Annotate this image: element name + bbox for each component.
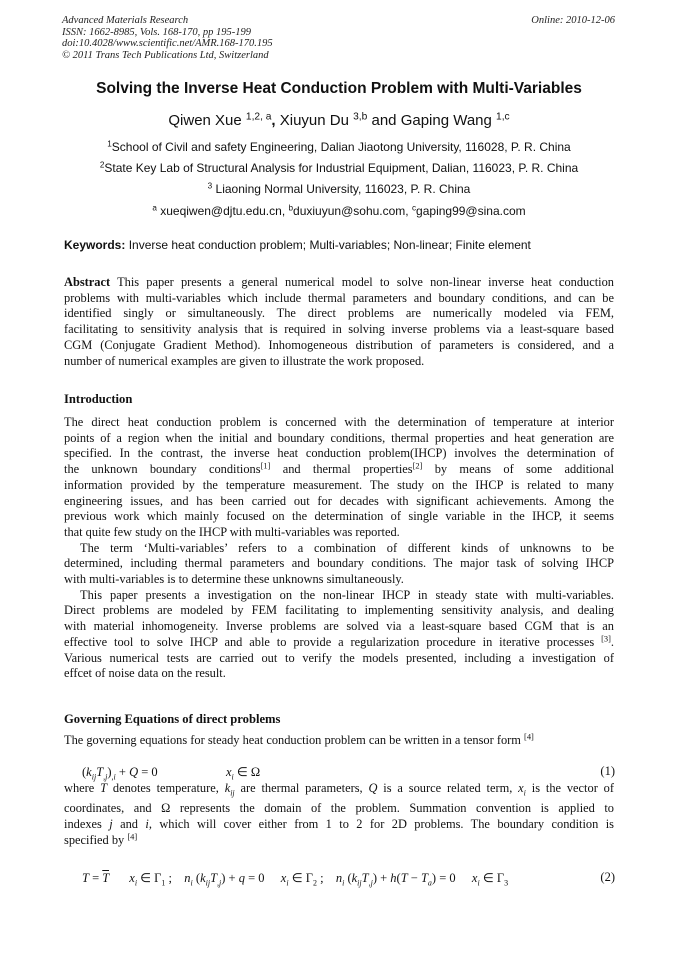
text-line: facilitating to sensitivity analysis that is required in solving inverse problems via a least-square based: [64, 322, 614, 337]
text-line: previous work which mainly focused on the determination of single variable in the IHCP, it seems: [64, 509, 614, 524]
text-line: points of a region when the initial and boundary conditions, thermal properties and heat generation are: [64, 430, 614, 445]
email-mark: c: [411, 203, 417, 213]
keywords: [64, 238, 531, 252]
text-line: [64, 733, 614, 749]
text-run: are thermal parameters,: [234, 781, 369, 795]
affiliation-mark: 3: [207, 181, 213, 191]
email-mark: b: [288, 203, 294, 213]
text-line: [64, 462, 614, 478]
online-date: Online: 2010-12-06: [531, 15, 615, 26]
section-heading-introduction: Introduction: [64, 392, 133, 406]
affiliation-mark: 2: [99, 160, 105, 170]
affiliation-text: Liaoning Normal University, 116023, P. R. China: [212, 182, 471, 196]
journal-header: [62, 15, 273, 61]
author-name: Qiwen Xue: [168, 112, 242, 129]
affiliation: [0, 182, 678, 196]
author-affiliation-mark: 3,b: [353, 111, 368, 123]
text-run: , which will cover either from 1 to 2 for 2D problems. The boundary condition is: [148, 816, 614, 831]
affiliation-mark: 1: [107, 139, 112, 149]
math-symbol: k: [224, 781, 231, 795]
text-run: and thermal properties: [270, 462, 413, 477]
equation-1: $(k_{ij}T_{,j})_{,i} + Q = 0$ $x_i$ ∈ Ω: [82, 765, 261, 782]
text-line: The direct heat conduction problem is concerned with the determination of temperature at interior: [64, 415, 614, 429]
author-affiliation-mark: 1,2, a: [245, 111, 272, 123]
email-line: [0, 204, 678, 218]
citation-ref[interactable]: [4]: [127, 830, 138, 841]
text-line: number of numerical examples are given to illustrate the work proposed.: [64, 353, 425, 368]
author-name: Xiuyun Du: [279, 112, 349, 129]
issn-line: ISSN: 1662-8985, Vols. 168-170, pp 195-199: [62, 26, 251, 38]
text-line: [64, 830, 614, 849]
text-run: indexes: [64, 816, 110, 831]
intro-paragraph: [64, 415, 614, 682]
text-line: This paper presents a general numerical model to solve non-linear inverse heat conduction: [110, 275, 614, 289]
text-line: specified. In the contrast, the inverse heat conduction problem(IHCP) involves the determination of: [64, 446, 614, 461]
text-line: that quite few study on the IHCP with multi-variables was reported.: [64, 524, 400, 539]
email-address[interactable]: duxiuyun@sohu.com,: [293, 204, 412, 218]
math-symbol: Q: [368, 781, 378, 795]
author-separator: ,: [271, 112, 276, 129]
text-run: is the vector of: [525, 781, 614, 795]
affiliation-text: School of Civil and safety Engineering, Dalian Jiaotong University, 116028, P. R. China: [111, 140, 571, 154]
affiliation: [0, 161, 678, 175]
text-line: The term ‘Multi-variables’ refers to a combination of different kinds of unknowns to be: [80, 540, 614, 555]
text-line: information provided by the temperature measurement. The study on the IHCP is related to many: [64, 477, 614, 492]
doi-line: doi:10.4028/www.scientific.net/AMR.168-170.195: [62, 38, 273, 49]
text-line: Direct problems are modeled by FEM facilitating to implementing sensitivity analysis, and dealing: [64, 603, 614, 618]
text-run: is a source related term,: [377, 781, 519, 795]
text-run: by means of some additional: [422, 462, 615, 477]
math-subscript: ij: [230, 788, 235, 798]
keywords-text: Inverse heat conduction problem; Multi-variables; Non-linear; Finite element: [125, 238, 531, 252]
text-line: CGM (Conjugate Gradient Method). Inhomogeneous distribution of parameters is considered, and a: [64, 337, 614, 352]
math-subscript: i: [523, 788, 526, 798]
author-separator: and: [367, 112, 401, 129]
citation-ref[interactable]: [3]: [601, 633, 611, 644]
text-line: effcet of noise data on the result.: [64, 666, 226, 681]
journal-name: Advanced Materials Research: [62, 15, 189, 26]
keywords-label: Keywords:: [64, 238, 126, 252]
email-address[interactable]: xueqiwen@djtu.edu.cn,: [156, 204, 289, 218]
text-line: [64, 801, 614, 817]
author-list: [0, 112, 678, 129]
citation-ref[interactable]: [4]: [524, 731, 534, 742]
text-line: identified singly or simultaneously. The direct problems are numerically modeled via FEM,: [64, 306, 614, 321]
text-run: .: [610, 634, 614, 649]
text-line: [64, 635, 614, 651]
math-symbol: i: [145, 816, 149, 831]
text-line: with material inhomogeneity. Inverse problems are solved via a least-square based CGM that is an: [64, 619, 614, 634]
affiliation-text: State Key Lab of Structural Analysis for Industrial Equipment, Dalian, 116023, P. R. China: [104, 161, 579, 175]
text-line: [64, 817, 614, 833]
paper-title: Solving the Inverse Heat Conduction Problem with Multi-Variables: [96, 80, 582, 97]
text-line: [64, 781, 614, 801]
text-line: engineering issues, and has been carried out for decades with significant achievements. Among the: [64, 493, 614, 508]
author-affiliation-mark: 1,c: [496, 111, 510, 123]
equation-number: (2): [600, 870, 615, 884]
copyright-line: © 2011 Trans Tech Publications Ltd, Switzerland: [62, 49, 269, 61]
citation-ref[interactable]: [1]: [260, 460, 271, 471]
text-run: effective tool to solve IHCP and able to provide a regularization procedure in iterative processes: [64, 634, 602, 649]
abstract-label: Abstract: [64, 275, 111, 289]
math-symbol: x: [518, 781, 524, 795]
text-run: the unknown boundary conditions: [64, 462, 261, 477]
citation-ref[interactable]: [2]: [412, 460, 423, 471]
abstract: [64, 275, 614, 369]
math-symbol: T: [100, 781, 108, 795]
text-line: This paper presents a investigation on the non-linear IHCP in steady state with multi-variables.: [80, 587, 614, 602]
affiliation: [0, 140, 678, 154]
text-run: coordinates, and Ω represents the domain of the problem. Summation convention is applied to: [64, 801, 614, 816]
email-mark: a: [152, 203, 157, 213]
text-line: problems with multi-variables which include thermal parameters and boundary conditions, and can be: [64, 290, 614, 305]
text-run: The governing equations for steady heat conduction problem can be written in a tensor form: [64, 733, 525, 747]
text-line: Various numerical tests are carried out to verify the models presented, including a investigation of: [64, 650, 614, 665]
text-run: specified by: [64, 832, 128, 847]
text-run: where: [64, 781, 101, 795]
text-run: denotes temperature,: [107, 781, 225, 795]
equation-number: (1): [600, 764, 615, 778]
author-name: Gaping Wang: [400, 112, 492, 129]
equation-2: $T = \overline{T}$ $x_i$ ∈ $\Gamma_1$ ; $n_i$ $(k_{ij}T_{,j}) + q = 0$ $x_i$ ∈ $\Gamma_2$ ; $n_i$ $(k_{ij}T_{,j}) + h(T - T_a) = 0$ $x_i$ ∈ $\Gamma_3$: [82, 871, 509, 888]
text-run: and: [112, 816, 146, 831]
section-heading-governing-equations: Governing Equations of direct problems: [64, 712, 281, 726]
text-line: with multi-variables is to determine these unknowns simultaneously.: [64, 572, 404, 587]
math-symbol: j: [109, 816, 113, 831]
email-address[interactable]: gaping99@sina.com: [416, 204, 526, 218]
governing-explanation: [64, 781, 614, 848]
text-line: determined, including thermal parameters and boundary conditions. The major task of solving IHCP: [64, 556, 614, 571]
governing-intro: [64, 733, 614, 749]
